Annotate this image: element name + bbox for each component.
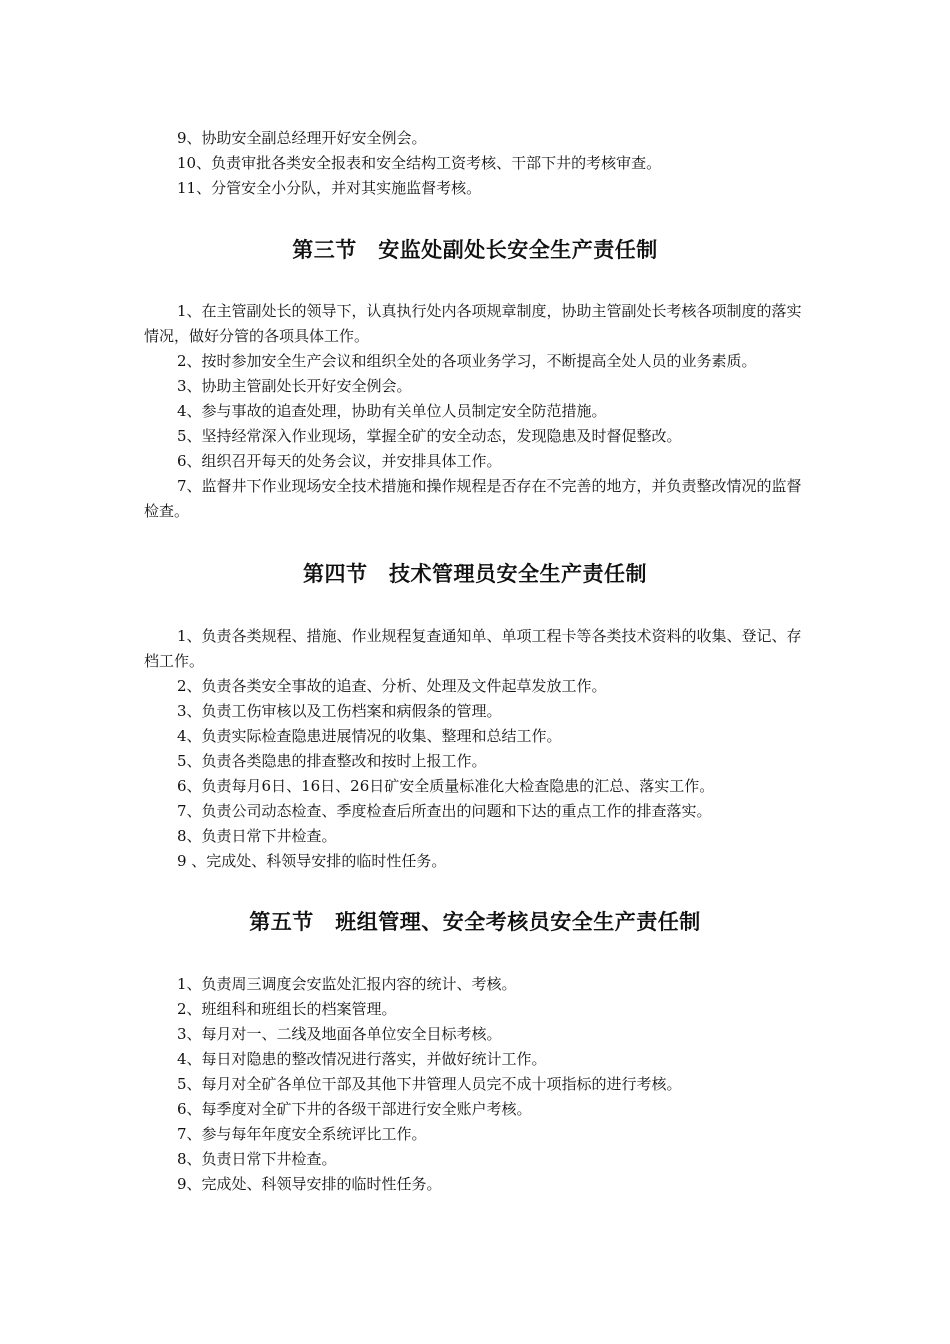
section-3-item-3: 3、协助主管副处长开好安全例会。 (177, 377, 412, 395)
section-3-item-5: 5、坚持经常深入作业现场，掌握全矿的安全动态，发现隐患及时督促整改。 (177, 427, 682, 445)
section-4-item-5: 5、负责各类隐患的排查整改和按时上报工作。 (177, 752, 487, 770)
section-4-item-6: 6、负责每月6日、16日、26日矿安全质量标准化大检查隐患的汇总、落实工作。 (177, 777, 715, 795)
section-4-item-4: 4、负责实际检查隐患进展情况的收集、整理和总结工作。 (177, 727, 562, 745)
section-4-item-8: 8、负责日常下井检查。 (177, 827, 337, 845)
intro-item-11: 11、分管安全小分队，并对其实施监督考核。 (177, 179, 482, 197)
section-5-item-2: 2、班组科和班组长的档案管理。 (177, 1000, 397, 1018)
section-4-item-7: 7、负责公司动态检查、季度检查后所查出的问题和下达的重点工作的排查落实。 (177, 802, 712, 820)
section-5-item-4: 4、每日对隐患的整改情况进行落实，并做好统计工作。 (177, 1050, 547, 1068)
section-5-item-5: 5、每月对全矿各单位干部及其他下井管理人员完不成十项指标的进行考核。 (177, 1075, 682, 1093)
section-3-item-7: 7、监督井下作业现场安全技术措施和操作规程是否存在不完善的地方，并负责整改情况的监督检查。 (144, 477, 802, 520)
section-3-heading: 第三节 安监处副处长安全生产责任制 (292, 238, 658, 262)
section-3-item-6: 6、组织召开每天的处务会议，并安排具体工作。 (177, 452, 502, 470)
section-4-heading: 第四节 技术管理员安全生产责任制 (303, 562, 647, 586)
section-3-item-1: 1、在主管副处长的领导下，认真执行处内各项规章制度，协助主管副处长考核各项制度的落实情况，做好分管的各项具体工作。 (144, 302, 802, 345)
section-4-item-3: 3、负责工伤审核以及工伤档案和病假条的管理。 (177, 702, 502, 720)
section-5-item-8: 8、负责日常下井检查。 (177, 1150, 337, 1168)
section-5-item-6: 6、每季度对全矿下井的各级干部进行安全账户考核。 (177, 1100, 532, 1118)
section-5-heading: 第五节 班组管理、安全考核员安全生产责任制 (249, 910, 701, 934)
intro-item-9: 9、协助安全副总经理开好安全例会。 (177, 129, 427, 147)
intro-item-10: 10、负责审批各类安全报表和安全结构工资考核、干部下井的考核审查。 (177, 154, 662, 172)
section-5-item-1: 1、负责周三调度会安监处汇报内容的统计、考核。 (177, 975, 517, 993)
section-5-item-9: 9、完成处、科领导安排的临时性任务。 (177, 1175, 442, 1193)
section-4-item-2: 2、负责各类安全事故的追查、分析、处理及文件起草发放工作。 (177, 677, 607, 695)
section-5-item-7: 7、参与每年年度安全系统评比工作。 (177, 1125, 427, 1143)
section-3-item-4: 4、参与事故的追查处理，协助有关单位人员制定安全防范措施。 (177, 402, 607, 420)
section-3-item-2: 2、按时参加安全生产会议和组织全处的各项业务学习，不断提高全处人员的业务素质。 (177, 352, 757, 370)
section-4-item-9: 9 、完成处、科领导安排的临时性任务。 (177, 852, 447, 870)
section-5-item-3: 3、每月对一、二线及地面各单位安全目标考核。 (177, 1025, 502, 1043)
section-4-item-1: 1、负责各类规程、措施、作业规程复查通知单、单项工程卡等各类技术资料的收集、登记、存档工作。 (144, 627, 802, 670)
